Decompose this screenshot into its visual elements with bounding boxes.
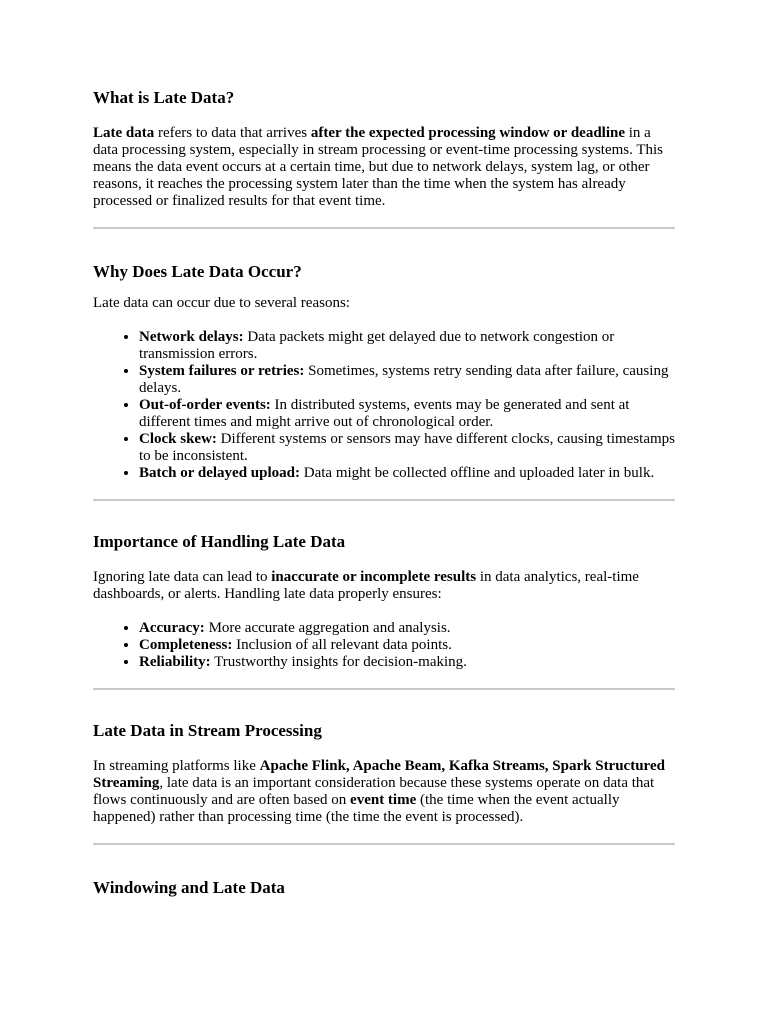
paragraph-importance: Ignoring late data can lead to inaccurate or incomplete results in data analytics, real-time dashboards, or alerts. Handling late data properly ensures: (93, 569, 639, 602)
list-item: • Accuracy: More accurate aggregation and analysis. (139, 620, 675, 637)
list-item: • Clock skew: Different systems or sensors may have different clocks, causing timestamps to be inconsistent. (139, 431, 675, 465)
list-item: • Out-of-order events: In distributed systems, events may be generated and sent at different times and might arrive out of chronological order. (139, 397, 675, 431)
bold-phrase-processing-window: after the expected processing window or deadline (310, 125, 625, 141)
list-item: • System failures or retries: Sometimes, systems retry sending data after failure, causing delays. (139, 363, 675, 397)
bold-phrase-platforms: Apache Flink, Apache Beam, Kafka Streams, Spark Structured Streaming (93, 758, 665, 791)
section-heading-why-late-data-occurs: Why Does Late Data Occur? (93, 262, 302, 281)
divider (93, 227, 675, 229)
bold-term-late-data: Late data (93, 125, 155, 141)
section-heading-what-is-late-data: What is Late Data? (93, 88, 235, 107)
section-heading-stream-processing: Late Data in Stream Processing (93, 721, 322, 740)
paragraph-stream-processing: In streaming platforms like Apache Flink, Apache Beam, Kafka Streams, Spark Structured Streaming, late data is an important consideration because these systems operate on data that flows continuously and are often based on event time (the time when the event actually happened) rather than processing time (the time the event is processed). (93, 758, 665, 825)
document-body (93, 88, 675, 898)
divider (93, 843, 675, 845)
section-heading-windowing: Windowing and Late Data (93, 878, 285, 897)
list-item: • Reliability: Trustworthy insights for decision-making. (139, 654, 675, 671)
divider (93, 499, 675, 501)
reasons-list (93, 329, 675, 482)
benefits-list (93, 620, 675, 671)
bold-term-event-time: event time (350, 792, 417, 808)
paragraph-reasons-intro: Late data can occur due to several reasons: (93, 295, 350, 311)
section-heading-importance: Importance of Handling Late Data (93, 532, 346, 551)
list-item: • Network delays: Data packets might get delayed due to network congestion or transmission errors. (139, 329, 675, 363)
list-item: • Batch or delayed upload: Data might be collected offline and uploaded later in bulk. (139, 465, 675, 482)
divider (93, 688, 675, 690)
paragraph-late-data-definition: Late data refers to data that arrives after the expected processing window or deadline in a data processing system, especially in stream processing or event-time processing systems. This means the data event occurs at a certain time, but due to network delays, system lag, or other reasons, it reaches the processing system later than the time when the system has already processed or finalized results for that event time. (93, 125, 664, 209)
list-item: • Completeness: Inclusion of all relevant data points. (139, 637, 675, 654)
bold-phrase-inaccurate-results: inaccurate or incomplete results (271, 569, 477, 585)
